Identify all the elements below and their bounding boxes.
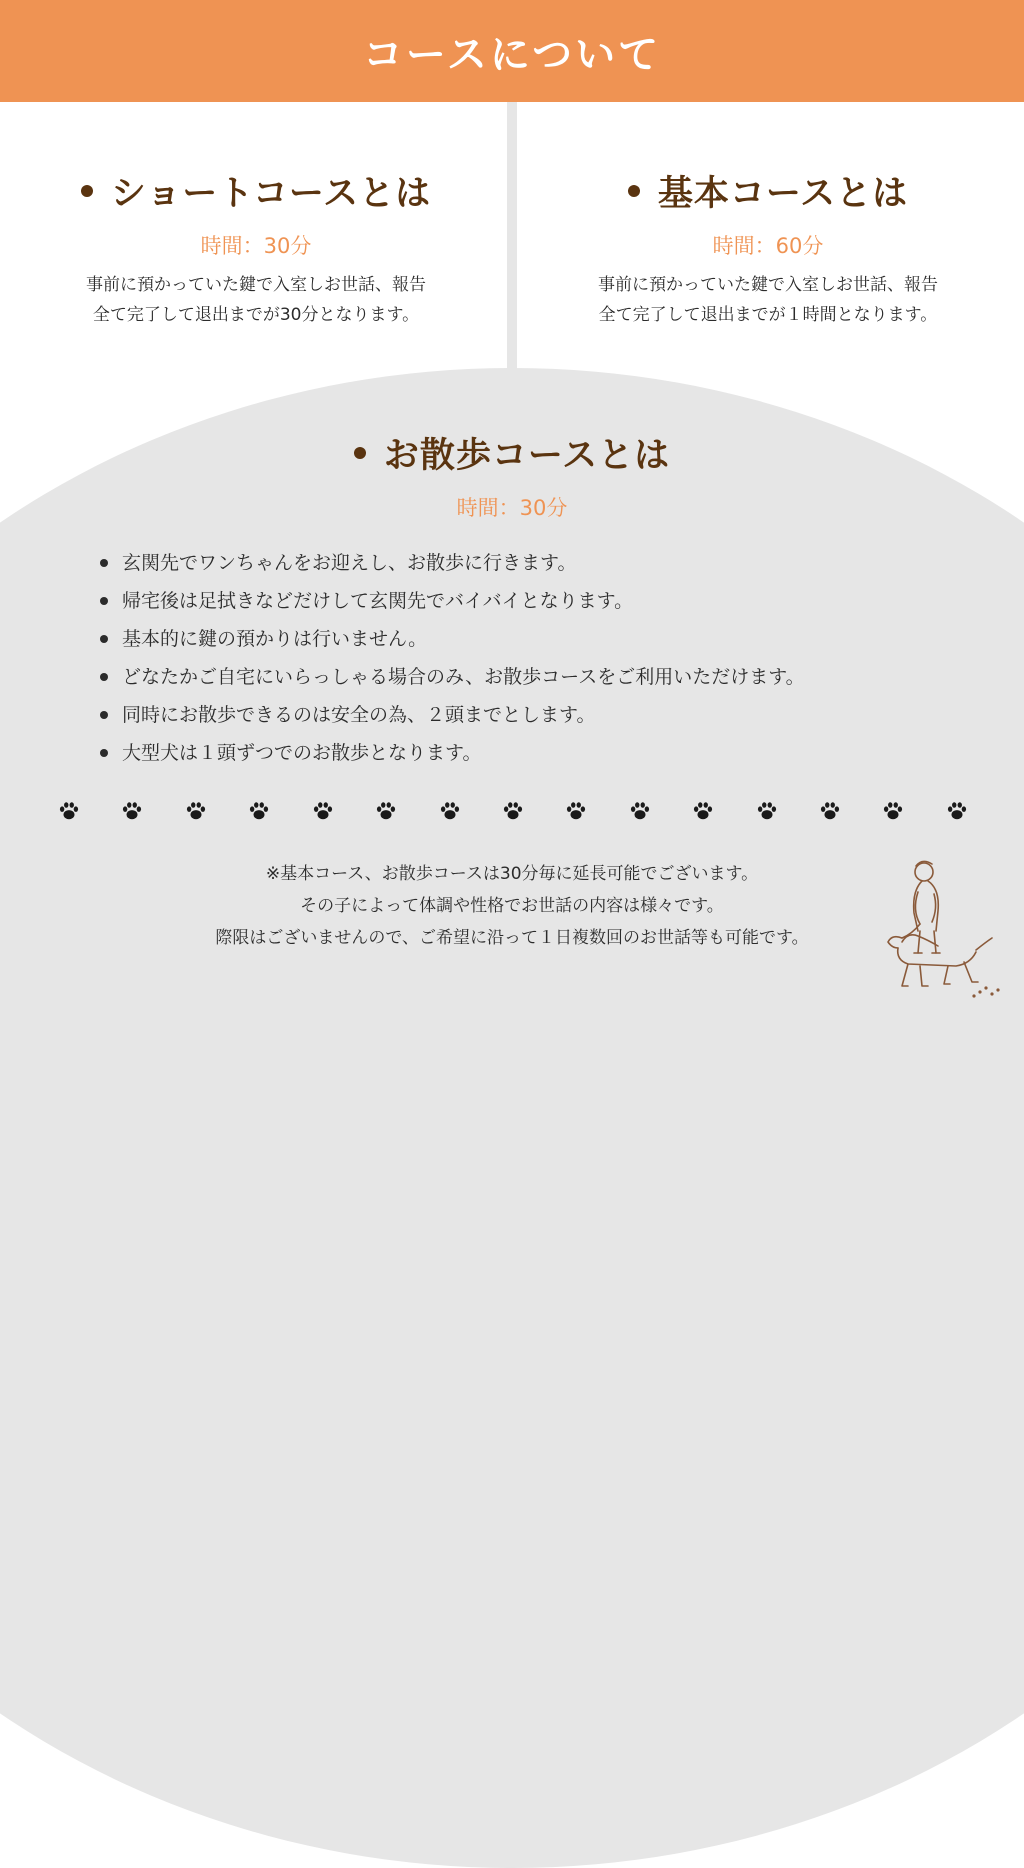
notes-section xyxy=(0,858,1024,954)
short-course-desc-line: 全て完了して退出までが30分となります。 xyxy=(92,305,420,325)
basic-course-section xyxy=(512,166,1024,330)
paw-print-icon xyxy=(439,800,461,822)
list-item xyxy=(100,734,805,772)
page-header xyxy=(0,0,1024,102)
walk-course-list xyxy=(100,544,805,772)
paw-print-icon xyxy=(565,800,587,822)
walk-course-time: 時間：30分 xyxy=(456,496,568,520)
page-title: コースについて xyxy=(362,31,662,78)
basic-course-heading xyxy=(512,166,1024,216)
bullet-icon xyxy=(100,635,108,643)
short-course-heading xyxy=(0,166,512,216)
paw-print-icon xyxy=(121,800,143,822)
bullet-icon xyxy=(100,711,108,719)
list-item-text: どなたかご自宅にいらっしゃる場合のみ、お散歩コースをご利用いただけます。 xyxy=(122,666,805,688)
list-item-text: 基本的に鍵の預かりは行いません。 xyxy=(122,628,428,650)
paw-print-row xyxy=(58,796,968,826)
bullet-icon xyxy=(628,185,640,197)
basic-course-desc-line: 事前に預かっていた鍵で入室しお世話、報告 xyxy=(598,275,938,295)
short-course-description xyxy=(0,270,512,330)
bullet-icon xyxy=(100,559,108,567)
walk-course-title: お散歩コースとは xyxy=(383,436,671,476)
person-walking-dog-illustration xyxy=(872,852,1002,1002)
basic-course-desc-line: 全て完了して退出までが１時間となります。 xyxy=(598,305,938,325)
paw-print-icon xyxy=(819,800,841,822)
paw-print-icon xyxy=(375,800,397,822)
bullet-icon xyxy=(100,673,108,681)
paw-print-icon xyxy=(502,800,524,822)
list-item-text: 同時にお散歩できるのは安全の為、２頭までとします。 xyxy=(122,704,596,726)
list-item-text: 帰宅後は足拭きなどだけして玄関先でバイバイとなります。 xyxy=(122,590,634,612)
paw-print-icon xyxy=(58,800,80,822)
list-item xyxy=(100,658,805,696)
paw-print-icon xyxy=(312,800,334,822)
list-item-text: 大型犬は１頭ずつでのお散歩となります。 xyxy=(122,742,482,764)
walk-course-section xyxy=(0,428,1024,522)
short-course-time: 時間：30分 xyxy=(200,234,312,258)
note-line: その子によって体調や性格でお世話の内容は様々です。 xyxy=(300,896,724,916)
bullet-icon xyxy=(100,749,108,757)
paw-print-icon xyxy=(629,800,651,822)
short-course-title: ショートコースとは xyxy=(110,174,432,214)
note-line: 際限はございませんので、ご希望に沿って１日複数回のお世話等も可能です。 xyxy=(215,928,809,948)
short-course-desc-line: 事前に預かっていた鍵で入室しお世話、報告 xyxy=(86,275,426,295)
bullet-icon xyxy=(100,597,108,605)
list-item xyxy=(100,620,805,658)
basic-course-description xyxy=(512,270,1024,330)
paw-print-icon xyxy=(946,800,968,822)
list-item-text: 玄関先でワンちゃんをお迎えし、お散歩に行きます。 xyxy=(122,552,577,574)
list-item xyxy=(100,582,805,620)
walk-course-heading xyxy=(0,428,1024,478)
short-course-section xyxy=(0,166,512,330)
paw-print-icon xyxy=(248,800,270,822)
paw-print-icon xyxy=(185,800,207,822)
paw-print-icon xyxy=(882,800,904,822)
list-item xyxy=(100,544,805,582)
paw-print-icon xyxy=(756,800,778,822)
basic-course-time: 時間：60分 xyxy=(712,234,824,258)
basic-course-title: 基本コースとは xyxy=(657,174,909,214)
bullet-icon xyxy=(81,185,93,197)
paw-print-icon xyxy=(692,800,714,822)
note-line: ※基本コース、お散歩コースは30分毎に延長可能でございます。 xyxy=(265,864,759,884)
bullet-icon xyxy=(354,447,366,459)
list-item xyxy=(100,696,805,734)
